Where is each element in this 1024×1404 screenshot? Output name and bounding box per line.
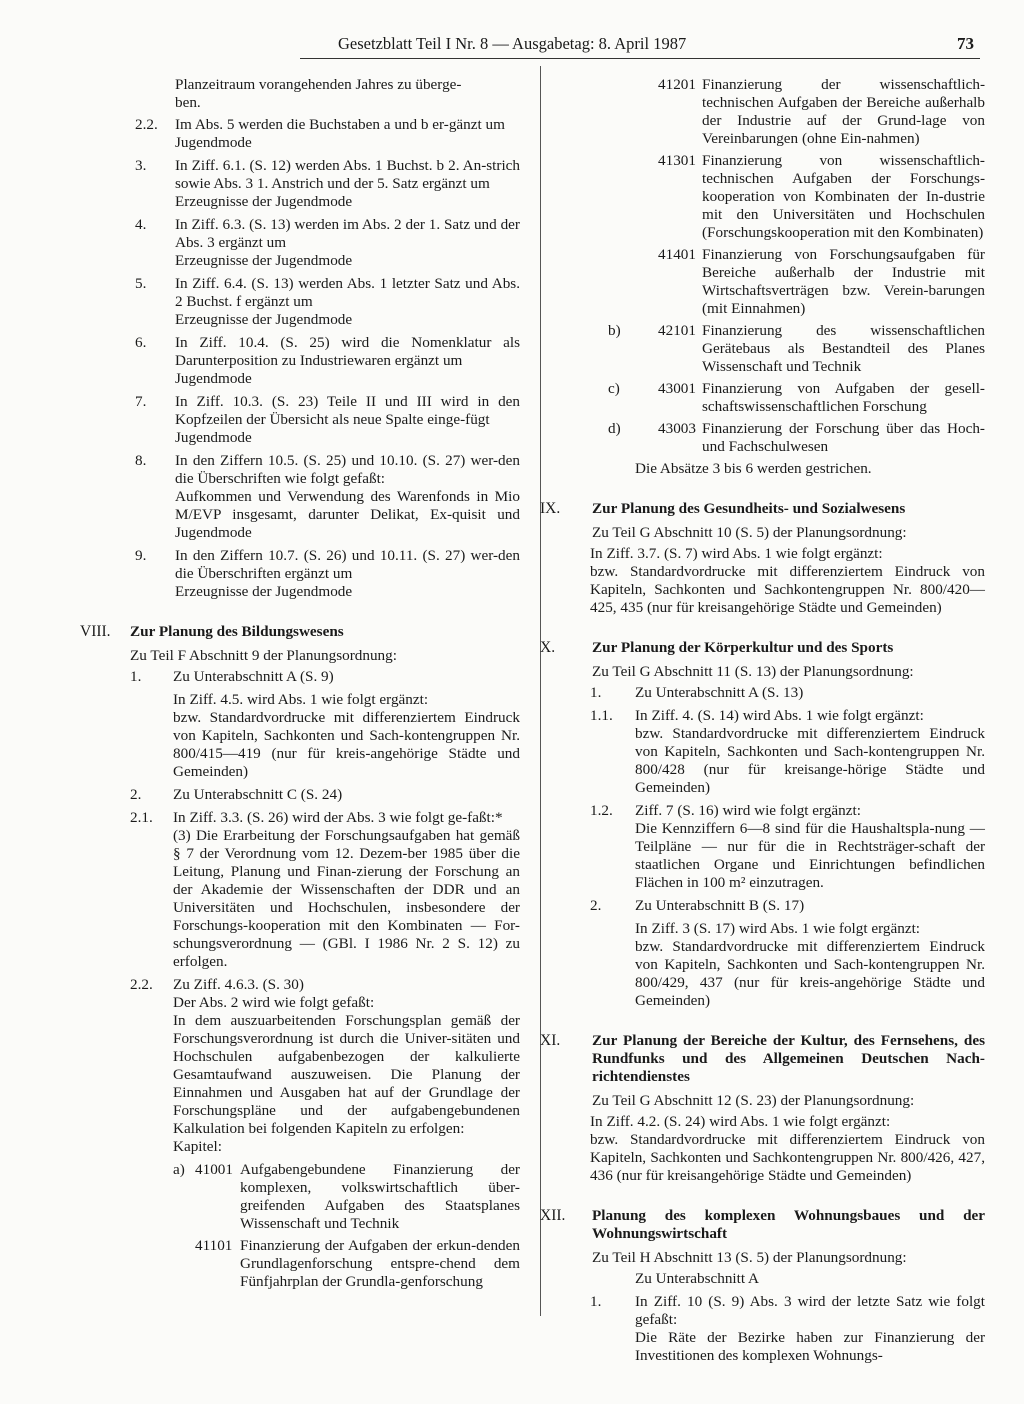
item-number: 1.	[590, 684, 602, 701]
section-number: X.	[540, 639, 556, 656]
section-xii-items	[540, 1270, 985, 1365]
item-line: bzw. Standardvordrucke mit differenziertem Eindruck von Kapiteln, Sachkonten und Sach-kontengruppen Nr. 800/429, 437 (nur für kreis-angehörige Städte und Gemeinden)	[635, 938, 985, 1009]
item-text: In Ziff. 6.4. (S. 13) werden Abs. 1 letzter Satz und Abs. 2 Buchst. f ergänzt um	[175, 275, 520, 310]
kapitel-text: Finanzierung des wissenschaftlichen Gerätebaus als Bestandteil des Planes Wissenschaft und Technik	[702, 322, 985, 375]
section-intro: Zu Teil G Abschnitt 10 (S. 5) der Planungsordnung:	[592, 524, 907, 541]
item-number: 8.	[135, 452, 147, 469]
item-number: 6.	[135, 334, 147, 351]
list-item	[95, 393, 520, 447]
kapitel-letter: b)	[608, 322, 621, 339]
item-text: Zu Ziff. 4.6.3. (S. 30)	[173, 976, 304, 993]
section-intro: Zu Teil G Abschnitt 12 (S. 23) der Planungsordnung:	[592, 1092, 915, 1109]
list-item	[95, 786, 520, 804]
item-text: In Ziff. 4.5. wird Abs. 1 wie folgt ergänzt:	[173, 691, 429, 708]
list-item	[95, 668, 520, 686]
kapitel-list-continued	[540, 76, 985, 456]
section-title: Zur Planung der Körperkultur und des Sports	[592, 639, 894, 656]
right-column	[540, 76, 985, 1370]
continuation-line: ben.	[175, 94, 201, 111]
page-number: 73	[957, 34, 974, 53]
section-ix-items	[540, 545, 985, 617]
section-x-items	[540, 684, 985, 1010]
section-number: XI.	[540, 1032, 561, 1049]
section-ix-heading	[540, 500, 985, 518]
page-header	[300, 34, 980, 59]
list-item	[540, 545, 985, 617]
item-line: (3) Die Erarbeitung der Forschungsaufgaben hat gemäß § 7 der Verordnung vom 12. Dezem-ber 1985 über die Leitung, Planung und Finan-zierung der Forschung an der Akademie der Wissenschaften der DDR und an Universitäten und Hochschulen, insbesondere der Forschungs-kooperation mit den Kombinaten — For-schungsverordnung — (GBl. I 1986 Nr. 2 S. 12) zu erfolgen.	[173, 827, 520, 970]
item-number: 2.	[130, 786, 142, 803]
list-item	[95, 334, 520, 388]
section-intro: Zu Teil F Abschnitt 9 der Planungsordnung:	[130, 647, 397, 664]
list-item	[95, 157, 520, 211]
item-text: In Ziff. 10 (S. 9) Abs. 3 wird der letzte Satz wie folgt gefaßt:	[635, 1293, 985, 1328]
kapitel-code: 43003	[658, 420, 696, 437]
list-item	[540, 707, 985, 797]
item-number: 2.	[590, 897, 602, 914]
item-line: Jugendmode	[175, 370, 252, 387]
kapitel-list	[95, 1161, 520, 1291]
header-title: Gesetzblatt Teil I Nr. 8 — Ausgabetag: 8. April 1987	[338, 34, 687, 53]
item-line: Erzeugnisse der Jugendmode	[175, 193, 353, 210]
kapitel-entry	[95, 1237, 520, 1291]
item-text: Zu Unterabschnitt A (S. 9)	[173, 668, 334, 685]
item-text: Ziff. 7 (S. 16) wird wie folgt ergänzt:	[635, 802, 861, 819]
section-number: XII.	[540, 1207, 566, 1224]
kapitel-code: 42101	[658, 322, 696, 339]
kapitel-text: Finanzierung der wissenschaftlich-technischen Aufgaben der Bereiche außerhalb der Industrie auf der Grund-lage von Vereinbarungen (ohne Ein-nahmen)	[702, 76, 985, 147]
closing-note: Die Absätze 3 bis 6 werden gestrichen.	[635, 460, 872, 477]
item-number: 2.2.	[130, 976, 153, 993]
item-line: Die Räte der Bezirke haben zur Finanzierung der Investitionen des komplexen Wohnungs-	[635, 1329, 985, 1364]
amendment-list	[95, 116, 520, 601]
item-line: Erzeugnisse der Jugendmode	[175, 252, 353, 269]
item-text: In Ziff. 4. (S. 14) wird Abs. 1 wie folgt ergänzt:	[635, 707, 924, 724]
kapitel-code: 41401	[658, 246, 696, 263]
section-intro: Zu Teil H Abschnitt 13 (S. 5) der Planungsordnung:	[592, 1249, 907, 1266]
item-text: In Ziff. 6.1. (S. 12) werden Abs. 1 Buchst. b 2. An-strich sowie Abs. 3 1. Anstrich und der 5. Satz ergänzt um	[175, 157, 520, 192]
item-number: 4.	[135, 216, 147, 233]
kapitel-entry	[540, 322, 985, 376]
list-item	[540, 920, 985, 1010]
item-line: In dem auszuarbeitenden Forschungsplan gemäß der Forschungsverordnung ist durch die Univer-sitäten und Hochschulen aufgabenbezogen der kalkulierte Gesamtaufwand auszuweisen. Die Planung der Einnahmen und Ausgaben hat auf der Grundlage der Forschungspläne und der aufgabengebundenen Kalkulation bei folgenden Kapiteln zu erfolgen:	[173, 1012, 520, 1137]
item-number: 3.	[135, 157, 147, 174]
item-line: Die Kennziffern 6—8 sind für die Haushaltspla-nung — Teilpläne — nur für die in Rechtsträger-schaft der staatlichen Organe und Einrichtungen befindlichen Flächen in 100 m² einzutragen.	[635, 820, 985, 891]
list-item	[540, 1113, 985, 1185]
list-item	[95, 216, 520, 270]
item-line: Jugendmode	[175, 429, 252, 446]
kapitel-text: Finanzierung der Forschung über das Hoch- und Fachschulwesen	[702, 420, 985, 455]
section-title: Zur Planung des Bildungswesens	[130, 623, 344, 640]
section-intro: Zu Teil G Abschnitt 11 (S. 13) der Planungsordnung:	[592, 663, 914, 680]
item-text: In Ziff. 4.2. (S. 24) wird Abs. 1 wie folgt ergänzt:	[590, 1113, 891, 1130]
kapitel-text: Aufgabengebundene Finanzierung der komplexen, volkswirtschaftlich über-greifenden Aufgaben des Staatsplanes Wissenschaft und Technik	[240, 1161, 520, 1232]
kapitel-entry	[540, 380, 985, 416]
item-text: Im Abs. 5 werden die Buchstaben a und b er-gänzt um	[175, 116, 505, 133]
item-line: bzw. Standardvordrucke mit differenziertem Eindruck von Kapiteln, Sachkonten und Sach-kontengruppen Nr. 800/415—419 (nur für kreis-angehörige Städte und Gemeinden)	[173, 709, 520, 780]
list-item	[540, 1293, 985, 1365]
item-line: Der Abs. 2 wird wie folgt gefaßt:	[173, 994, 375, 1011]
section-title: Planung des komplexen Wohnungsbaues und der Wohnungswirtschaft	[592, 1207, 985, 1242]
item-line: Aufkommen und Verwendung des Warenfonds in Mio M/EVP insgesamt, darunter Delikat, Ex-quisit und Jugendmode	[175, 488, 520, 541]
continuation-text	[95, 76, 520, 112]
item-line: bzw. Standardvordrucke mit differenziertem Eindruck von Kapiteln, Sachkonten und Sachkontengruppen Nr. 800/420—425, 435 (nur für kreisangehörige Städte und Gemeinden)	[590, 563, 985, 616]
list-item	[540, 802, 985, 892]
list-item	[95, 809, 520, 971]
list-item	[95, 976, 520, 1156]
item-number: 2.2.	[135, 116, 158, 133]
item-text: In den Ziffern 10.7. (S. 26) und 10.11. (S. 27) wer-den die Überschriften ergänzt um	[175, 547, 520, 582]
kapitel-entry	[95, 1161, 520, 1233]
kapitel-code: 41101	[195, 1237, 233, 1254]
item-text: Zu Unterabschnitt C (S. 24)	[173, 786, 343, 803]
item-text: In Ziff. 3.7. (S. 7) wird Abs. 1 wie folgt ergänzt:	[590, 545, 883, 562]
list-item	[95, 691, 520, 781]
section-xii-heading	[540, 1207, 985, 1243]
item-text: In Ziff. 10.4. (S. 25) wird die Nomenklatur als Darunterposition zu Industriewaren ergänzt um	[175, 334, 520, 369]
item-line: Erzeugnisse der Jugendmode	[175, 311, 353, 328]
section-number: VIII.	[80, 623, 111, 640]
item-text: In Ziff. 6.3. (S. 13) werden im Abs. 2 der 1. Satz und der Abs. 3 ergänzt um	[175, 216, 520, 251]
list-item	[95, 116, 520, 152]
item-line: bzw. Standardvordrucke mit differenziertem Eindruck von Kapiteln, Sachkonten und Sachkontengruppen Nr. 800/426, 427, 436 (nur für kreisangehörige Städte und Gemeinden)	[590, 1131, 985, 1184]
item-text: Zu Unterabschnitt A	[635, 1270, 760, 1287]
kapitel-entry	[540, 420, 985, 456]
list-item	[540, 1270, 985, 1288]
section-xi-items	[540, 1113, 985, 1185]
kapitel-text: Finanzierung von Forschungsaufgaben für Bereiche außerhalb der Industrie mit Wirtschaftsverträgen bzw. Verein-barungen (mit Einnahmen)	[702, 246, 985, 317]
list-item	[540, 684, 985, 702]
section-title: Zur Planung des Gesundheits- und Sozialwesens	[592, 500, 906, 517]
kapitel-text: Finanzierung der Aufgaben der erkun-denden Grundlagenforschung entspre-chend dem Fünfjahrplan der Grundla-genforschung	[240, 1237, 520, 1290]
item-text: In Ziff. 3 (S. 17) wird Abs. 1 wie folgt ergänzt:	[635, 920, 921, 937]
item-text: In Ziff. 3.3. (S. 26) wird der Abs. 3 wie folgt ge-faßt:*	[173, 809, 503, 826]
item-number: 1.1.	[590, 707, 613, 724]
section-number: IX.	[540, 500, 561, 517]
kapitel-entry	[540, 246, 985, 318]
list-item	[540, 897, 985, 915]
item-line: Erzeugnisse der Jugendmode	[175, 583, 353, 600]
item-line: Jugendmode	[175, 134, 252, 151]
kapitel-entry	[540, 152, 985, 242]
kapitel-text: Finanzierung von Aufgaben der gesell-schaftswissenschaftlichen Forschung	[702, 380, 985, 415]
list-item	[95, 275, 520, 329]
kapitel-code: 41201	[658, 76, 696, 93]
item-text: Zu Unterabschnitt B (S. 17)	[635, 897, 805, 914]
kapitel-code: 41001	[195, 1161, 233, 1178]
list-item	[95, 547, 520, 601]
section-viii-items	[95, 668, 520, 1156]
kapitel-letter: a)	[173, 1161, 185, 1178]
kapitel-letter: d)	[608, 420, 621, 437]
continuation-line: Planzeitraum vorangehenden Jahres zu überge-	[175, 76, 462, 93]
left-column	[80, 76, 520, 1295]
kapitel-text: Finanzierung von wissenschaftlich-technischen Aufgaben der Forschungs-kooperation von Kombinaten der In-dustrie mit den Universitäten und Hochschulen (Forschungskooperation mit den Kombinaten)	[702, 152, 985, 241]
item-text: In den Ziffern 10.5. (S. 25) und 10.10. (S. 27) wer-den die Überschriften wie folgt gefaßt:	[175, 452, 520, 487]
section-xi-heading	[540, 1032, 985, 1086]
item-number: 7.	[135, 393, 147, 410]
section-viii-heading	[80, 623, 520, 641]
item-text: Zu Unterabschnitt A (S. 13)	[635, 684, 804, 701]
kapitel-entry	[540, 76, 985, 148]
item-line: Kapitel:	[173, 1138, 222, 1155]
item-number: 5.	[135, 275, 147, 292]
item-number: 1.	[130, 668, 142, 685]
item-text: In Ziff. 10.3. (S. 23) Teile II und III wird in den Kopfzeilen der Übersicht als neue Spalte einge-fügt	[175, 393, 520, 428]
item-number: 1.	[590, 1293, 602, 1310]
item-number: 9.	[135, 547, 147, 564]
item-line: bzw. Standardvordrucke mit differenziertem Eindruck von Kapiteln, Sachkonten und Sach-kontengruppen Nr. 800/428 (nur für kreisange-hörige Städte und Gemeinden)	[635, 725, 985, 796]
kapitel-code: 41301	[658, 152, 696, 169]
kapitel-letter: c)	[608, 380, 620, 397]
section-x-heading	[540, 639, 985, 657]
item-number: 2.1.	[130, 809, 153, 826]
item-number: 1.2.	[590, 802, 613, 819]
section-title: Zur Planung der Bereiche der Kultur, des Fernsehens, des Rundfunks und des Allgemeinen Deutschen Nach-richtendienstes	[592, 1032, 985, 1085]
list-item	[95, 452, 520, 542]
kapitel-code: 43001	[658, 380, 696, 397]
